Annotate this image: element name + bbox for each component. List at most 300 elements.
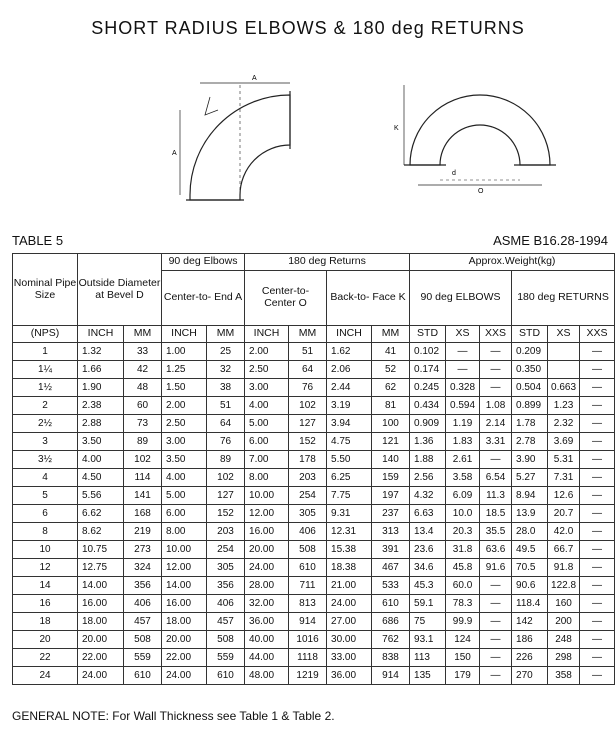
table-cell: 20.00 (162, 631, 207, 649)
table-cell: 113 (410, 649, 446, 667)
table-cell: 62 (372, 379, 410, 397)
table-cell: 533 (372, 577, 410, 595)
table-cell: 31.8 (446, 541, 480, 559)
table-cell: 78.3 (446, 595, 480, 613)
units-row (13, 326, 615, 343)
nps-cell: 3 (13, 433, 78, 451)
table-cell: 91.6 (480, 559, 512, 577)
table-cell: 2.38 (78, 397, 124, 415)
table-cell: — (580, 613, 615, 631)
table-cell: 41 (372, 343, 410, 361)
table-cell: 152 (289, 433, 327, 451)
table-cell: 4.32 (410, 487, 446, 505)
table-cell: — (480, 649, 512, 667)
table-cell: 5.50 (327, 451, 372, 469)
table-row (13, 523, 615, 541)
table-cell: — (580, 541, 615, 559)
table-cell: 118.4 (512, 595, 548, 613)
nps-cell: 1¼ (13, 361, 78, 379)
table-row (13, 415, 615, 433)
table-cell: 3.50 (78, 433, 124, 451)
table-cell: 0.328 (446, 379, 480, 397)
table-cell: — (480, 361, 512, 379)
table-cell: 114 (124, 469, 162, 487)
table-cell: 60 (124, 397, 162, 415)
table-cell: 2.50 (162, 415, 207, 433)
table-cell: 3.50 (162, 451, 207, 469)
table-cell: 1.19 (446, 415, 480, 433)
table-cell: 1.36 (410, 433, 446, 451)
table-cell (548, 343, 580, 361)
table-cell: 6.25 (327, 469, 372, 487)
nps-cell: 18 (13, 613, 78, 631)
table-row (13, 343, 615, 361)
nps-cell: 4 (13, 469, 78, 487)
header-center-to-end: Center-to- End A (162, 271, 245, 326)
unit-header: INCH (162, 326, 207, 343)
table-cell: 5.56 (78, 487, 124, 505)
table-cell: 168 (124, 505, 162, 523)
table-cell: 12.00 (245, 505, 289, 523)
table-cell: 508 (207, 631, 245, 649)
table-row (13, 541, 615, 559)
table-cell: 11.3 (480, 487, 512, 505)
table-cell: 73 (124, 415, 162, 433)
unit-header: MM (124, 326, 162, 343)
table-cell: 3.69 (548, 433, 580, 451)
table-cell: 2.61 (446, 451, 480, 469)
table-cell: 99.9 (446, 613, 480, 631)
table-cell: 813 (289, 595, 327, 613)
table-cell: 28.0 (512, 523, 548, 541)
nps-cell: 8 (13, 523, 78, 541)
table-cell: — (480, 343, 512, 361)
table-cell: 22.00 (162, 649, 207, 667)
nps-cell: 20 (13, 631, 78, 649)
table-cell: 3.58 (446, 469, 480, 487)
table-cell: 48.00 (245, 667, 289, 685)
table-cell: 356 (124, 577, 162, 595)
table-cell: 30.00 (327, 631, 372, 649)
table-cell: — (480, 613, 512, 631)
table-cell: 36.00 (327, 667, 372, 685)
table-cell: 4.00 (245, 397, 289, 415)
table-cell: 12.75 (78, 559, 124, 577)
table-cell: 76 (289, 379, 327, 397)
unit-header: (NPS) (13, 326, 78, 343)
table-cell: 0.434 (410, 397, 446, 415)
table-cell: 36.00 (245, 613, 289, 631)
table-cell: 48 (124, 379, 162, 397)
nps-cell: 6 (13, 505, 78, 523)
table-cell: — (580, 343, 615, 361)
table-cell: 1.32 (78, 343, 124, 361)
nps-cell: 1½ (13, 379, 78, 397)
header-nominal-pipe-size: Nominal Pipe Size (13, 254, 78, 326)
table-cell: 179 (446, 667, 480, 685)
table-cell: 93.1 (410, 631, 446, 649)
table-cell: 13.4 (410, 523, 446, 541)
table-cell: 12.00 (162, 559, 207, 577)
table-cell: 1.08 (480, 397, 512, 415)
table-cell: 457 (124, 613, 162, 631)
table-cell: 4.00 (162, 469, 207, 487)
table-cell: — (580, 379, 615, 397)
unit-header: MM (207, 326, 245, 343)
unit-header: INCH (78, 326, 124, 343)
nps-cell: 5 (13, 487, 78, 505)
table-cell: 81 (372, 397, 410, 415)
table-cell: 508 (124, 631, 162, 649)
table-cell: 18.38 (327, 559, 372, 577)
header-180-deg-returns: 180 deg Returns (245, 254, 410, 271)
table-cell: 32 (207, 361, 245, 379)
table-cell: 0.245 (410, 379, 446, 397)
table-cell: 559 (207, 649, 245, 667)
table-cell: — (580, 523, 615, 541)
table-cell: 20.00 (78, 631, 124, 649)
nps-cell: 24 (13, 667, 78, 685)
table-cell: 508 (289, 541, 327, 559)
table-cell: 305 (207, 559, 245, 577)
table-cell: 0.899 (512, 397, 548, 415)
table-cell: 52 (372, 361, 410, 379)
table-cell: — (480, 595, 512, 613)
table-cell: 13.9 (512, 505, 548, 523)
table-cell: 7.00 (245, 451, 289, 469)
table-cell: 1.78 (512, 415, 548, 433)
table-cell: — (480, 631, 512, 649)
unit-header: XS (446, 326, 480, 343)
table-cell: 200 (548, 613, 580, 631)
table-cell: 89 (124, 433, 162, 451)
table-cell: — (580, 505, 615, 523)
table-cell: — (580, 487, 615, 505)
table-cell: 142 (512, 613, 548, 631)
table-cell: — (480, 577, 512, 595)
table-cell: 186 (512, 631, 548, 649)
table-cell: 254 (289, 487, 327, 505)
nps-cell: 2½ (13, 415, 78, 433)
table-cell: 40.00 (245, 631, 289, 649)
table-cell: 1219 (289, 667, 327, 685)
table-cell: 34.6 (410, 559, 446, 577)
table-cell: 10.75 (78, 541, 124, 559)
table-cell: 49.5 (512, 541, 548, 559)
table-cell: 1.62 (327, 343, 372, 361)
table-cell: 406 (289, 523, 327, 541)
table-cell: 1016 (289, 631, 327, 649)
table-cell: 762 (372, 631, 410, 649)
table-cell: 711 (289, 577, 327, 595)
table-row (13, 631, 615, 649)
table-cell: 135 (410, 667, 446, 685)
table-label: TABLE 5 (12, 233, 64, 248)
table-cell: 273 (124, 541, 162, 559)
table-cell: 2.78 (512, 433, 548, 451)
table-cell: 6.09 (446, 487, 480, 505)
header-back-to-face: Back-to- Face K (327, 271, 410, 326)
table-row (13, 379, 615, 397)
nps-cell: 12 (13, 559, 78, 577)
table-row (13, 559, 615, 577)
table-cell: 305 (289, 505, 327, 523)
table-cell: — (446, 361, 480, 379)
table-cell: 18.5 (480, 505, 512, 523)
table-cell: 8.62 (78, 523, 124, 541)
table-cell: 35.5 (480, 523, 512, 541)
table-cell: 75 (410, 613, 446, 631)
table-cell: 9.31 (327, 505, 372, 523)
table-cell: 0.209 (512, 343, 548, 361)
table-cell: 140 (372, 451, 410, 469)
table-cell: 0.663 (548, 379, 580, 397)
table-cell: 324 (124, 559, 162, 577)
table-cell: 44.00 (245, 649, 289, 667)
table-cell: — (580, 469, 615, 487)
table-cell: 6.00 (245, 433, 289, 451)
unit-header: INCH (245, 326, 289, 343)
table-cell: 914 (372, 667, 410, 685)
table-row (13, 361, 615, 379)
table-cell: 3.31 (480, 433, 512, 451)
table-cell: 1.50 (162, 379, 207, 397)
table-cell: 24.00 (162, 667, 207, 685)
table-cell: 838 (372, 649, 410, 667)
table-row (13, 595, 615, 613)
table-cell: 24.00 (78, 667, 124, 685)
table-cell: 610 (372, 595, 410, 613)
unit-header: MM (289, 326, 327, 343)
table-body (13, 343, 615, 685)
table-cell: 237 (372, 505, 410, 523)
table-cell: 3.00 (162, 433, 207, 451)
table-cell: 127 (207, 487, 245, 505)
table-cell: — (446, 343, 480, 361)
table-cell: — (580, 361, 615, 379)
return-180-figure (404, 85, 556, 185)
table-cell: 66.7 (548, 541, 580, 559)
table-cell: 15.38 (327, 541, 372, 559)
table-cell: 4.75 (327, 433, 372, 451)
dimensions-table (12, 253, 615, 685)
table-cell: 14.00 (162, 577, 207, 595)
table-row (13, 667, 615, 685)
unit-header: STD (410, 326, 446, 343)
table-cell: 12.31 (327, 523, 372, 541)
table-cell: 2.44 (327, 379, 372, 397)
table-cell: 102 (289, 397, 327, 415)
header-weight-180-returns: 180 deg RETURNS (512, 271, 615, 326)
table-row (13, 397, 615, 415)
table-cell: 457 (207, 613, 245, 631)
table-row (13, 451, 615, 469)
table-cell: — (480, 451, 512, 469)
table-row (13, 505, 615, 523)
nps-cell: 16 (13, 595, 78, 613)
header-center-to-center: Center-to- Center O (245, 271, 327, 326)
table-cell: 51 (289, 343, 327, 361)
table-cell: 10.0 (446, 505, 480, 523)
table-row (13, 433, 615, 451)
table-cell: 10.00 (245, 487, 289, 505)
elbow-90-figure (180, 83, 290, 200)
table-cell: 0.504 (512, 379, 548, 397)
nps-cell: 22 (13, 649, 78, 667)
table-cell: 100 (372, 415, 410, 433)
table-cell: 358 (548, 667, 580, 685)
table-cell: 33.00 (327, 649, 372, 667)
table-cell: 4.50 (78, 469, 124, 487)
table-cell: 226 (512, 649, 548, 667)
table-cell: 270 (512, 667, 548, 685)
table-cell: 2.32 (548, 415, 580, 433)
table-cell: 298 (548, 649, 580, 667)
table-cell: 33 (124, 343, 162, 361)
table-cell: 0.174 (410, 361, 446, 379)
table-cell: 42 (124, 361, 162, 379)
nps-cell: 2 (13, 397, 78, 415)
table-cell: 2.50 (245, 361, 289, 379)
table-cell: 21.00 (327, 577, 372, 595)
table-cell: 1.90 (78, 379, 124, 397)
table-cell: 16.00 (245, 523, 289, 541)
table-cell: — (580, 577, 615, 595)
table-cell: 150 (446, 649, 480, 667)
table-cell: 3.00 (245, 379, 289, 397)
table-cell: 64 (289, 361, 327, 379)
table-cell: 203 (289, 469, 327, 487)
elbow-and-return-drawing (0, 55, 616, 230)
standard-label: ASME B16.28-1994 (493, 233, 608, 248)
table-cell: 160 (548, 595, 580, 613)
table-cell: 1118 (289, 649, 327, 667)
table-cell: 22.00 (78, 649, 124, 667)
unit-header: XS (548, 326, 580, 343)
table-cell: 51 (207, 397, 245, 415)
table-cell: 610 (124, 667, 162, 685)
table-cell: — (580, 451, 615, 469)
header-outside-diameter: Outside Diameter at Bevel D (78, 254, 162, 326)
table-cell: 32.00 (245, 595, 289, 613)
table-cell: 356 (207, 577, 245, 595)
table-cell: — (580, 667, 615, 685)
table-cell: 20.3 (446, 523, 480, 541)
table-cell: 6.63 (410, 505, 446, 523)
return-dimension-o: O (478, 188, 484, 195)
table-row (13, 487, 615, 505)
table-cell: — (580, 397, 615, 415)
table-cell: 45.8 (446, 559, 480, 577)
table-cell: 914 (289, 613, 327, 631)
general-note: GENERAL NOTE: For Wall Thickness see Table 1 & Table 2. (12, 709, 335, 723)
table-cell: 5.31 (548, 451, 580, 469)
header-weight-90-elbows: 90 deg ELBOWS (410, 271, 512, 326)
table-cell: 5.27 (512, 469, 548, 487)
table-cell: 28.00 (245, 577, 289, 595)
table-row (13, 469, 615, 487)
table-cell: 3.90 (512, 451, 548, 469)
table-cell: 124 (446, 631, 480, 649)
table-cell: 18.00 (78, 613, 124, 631)
table-cell: 3.94 (327, 415, 372, 433)
unit-header: STD (512, 326, 548, 343)
table-cell: 42.0 (548, 523, 580, 541)
table-cell: 559 (124, 649, 162, 667)
table-cell: 1.25 (162, 361, 207, 379)
table-cell: 152 (207, 505, 245, 523)
elbow-dimension-a-top: A (252, 75, 257, 82)
table-cell: 8.00 (162, 523, 207, 541)
table-cell: 686 (372, 613, 410, 631)
nps-cell: 3½ (13, 451, 78, 469)
table-cell: 2.56 (410, 469, 446, 487)
table-cell: 313 (372, 523, 410, 541)
table-cell: 60.0 (446, 577, 480, 595)
table-cell: 70.5 (512, 559, 548, 577)
elbow-dimension-a-side: A (172, 150, 177, 157)
table-cell: 63.6 (480, 541, 512, 559)
table-cell: 7.31 (548, 469, 580, 487)
table-cell: 24.00 (327, 595, 372, 613)
table-cell: 3.19 (327, 397, 372, 415)
table-row (13, 649, 615, 667)
table-cell: 197 (372, 487, 410, 505)
table-cell: — (580, 631, 615, 649)
table-cell: 4.00 (78, 451, 124, 469)
table-cell: 6.62 (78, 505, 124, 523)
table-cell: — (480, 667, 512, 685)
table-cell: 248 (548, 631, 580, 649)
table-cell: — (580, 433, 615, 451)
unit-header: INCH (327, 326, 372, 343)
table-cell: 45.3 (410, 577, 446, 595)
table-cell: 76 (207, 433, 245, 451)
header-90-deg-elbows: 90 deg Elbows (162, 254, 245, 271)
table-cell: 6.00 (162, 505, 207, 523)
table-cell: — (580, 559, 615, 577)
table-cell: — (580, 595, 615, 613)
table-cell: 64 (207, 415, 245, 433)
table-cell: 38 (207, 379, 245, 397)
table-cell: 24.00 (245, 559, 289, 577)
table-cell: 159 (372, 469, 410, 487)
table-cell: 1.83 (446, 433, 480, 451)
table-cell: 178 (289, 451, 327, 469)
table-cell: — (580, 415, 615, 433)
table-cell: — (580, 649, 615, 667)
table-cell: 10.00 (162, 541, 207, 559)
table-cell: 254 (207, 541, 245, 559)
table-cell: 89 (207, 451, 245, 469)
table-cell: 610 (289, 559, 327, 577)
unit-header: XXS (580, 326, 615, 343)
table-cell: 2.88 (78, 415, 124, 433)
table-cell: 467 (372, 559, 410, 577)
table-cell: 14.00 (78, 577, 124, 595)
table-cell: 91.8 (548, 559, 580, 577)
table-cell: 203 (207, 523, 245, 541)
table-cell: 20.00 (245, 541, 289, 559)
table-cell: 391 (372, 541, 410, 559)
table-cell: 1.23 (548, 397, 580, 415)
table-cell: 0.102 (410, 343, 446, 361)
table-cell: 2.06 (327, 361, 372, 379)
table-cell: 6.54 (480, 469, 512, 487)
table-cell: 7.75 (327, 487, 372, 505)
nps-cell: 10 (13, 541, 78, 559)
table-cell: 8.94 (512, 487, 548, 505)
